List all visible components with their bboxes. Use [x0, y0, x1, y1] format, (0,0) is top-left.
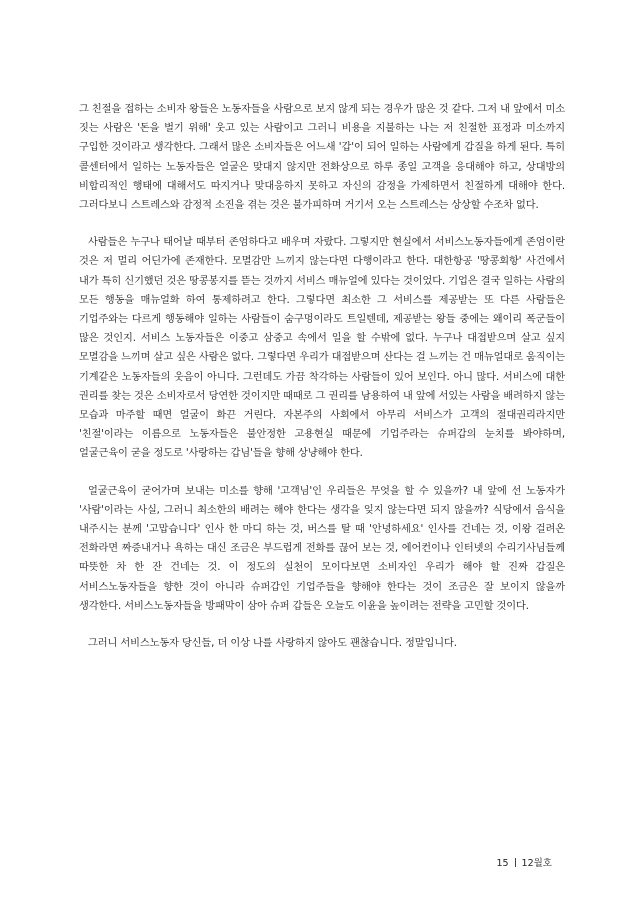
footer-separator	[515, 858, 516, 867]
paragraph-3: 얼굴근육이 굳어가며 보내는 미소를 향해 '고객님'인 우리들은 무엇을 할 수 있을까? 내 앞에 선 노동자가 '사람'이라는 사실, 그러니 최소한의 배려는 해야 한다는 생각을 잊지 않는다면 되지 않을까? 식당에서 음식을 내주시는 분께 '고맙습니다' 인사 한 마디 하는 것, 버스를 탈 때 '안녕하세요' 인사를 건네는 것, 이왕 걸려온 전화라면 짜증내거나 욕하는 대신 조금은 부드럽게 전화를 끊어 보는 것, 에어컨이나 인터넷의 수리기사님들께 따뜻한 차 한 잔 건네는 것. 이 정도의 실천이 모이다보면 소비자인 우리가 해야 할 진짜 갑질은 서비스노동자들을 향한 것이 아니라 슈퍼갑인 기업주들을 향해야 한다는 것이 조금은 잘 보이지 않을까 생각한다. 서비스노동자들을 방패막이 삼아 슈퍼 갑들은 오늘도 이윤을 높이려는 전략을 고민할 것이다.	[79, 485, 565, 612]
page-footer	[496, 855, 552, 869]
paragraph-2: 사람들은 누구나 태어날 때부터 존엄하다고 배우며 자랐다. 그렇지만 현실에서 서비스노동자들에게 존엄이란 것은 저 멀리 어딘가에 존재한다. 모멸감만 느끼지 않는다면 다행이라고 한다. 대한항공 '땅콩회항' 사건에서 내가 특히 신기했던 것은 땅콩봉지를 뜯는 것까지 서비스 매뉴얼에 있다는 것이었다. 기업은 결국 일하는 사람의 모든 행동을 매뉴얼화 하여 통제하려고 한다. 그렇다면 최소한 그 서비스를 제공받는 또 다른 사람들은 기업주와는 다르게 행동해야 일하는 사람들이 숨구멍이라도 트일텐데, 제공받는 왕들 중에는 왜이리 폭군들이 많은 것인지. 서비스 노동자들은 이중고 삼중고 속에서 일을 할 수밖에 없다. 누구나 대접받으며 살고 싶지 모멸감을 느끼며 살고 싶은 사람은 없다. 그렇다면 우리가 대접받으며 산다는 걸 느끼는 건 매뉴얼대로 움직이는 기계같은 노동자들의 웃음이 아니다. 그런데도 가끔 착각하는 사람들이 있어 보인다. 아니 많다. 서비스에 대한 권리를 찾는 것은 소비자로서 당연한 것이지만 때때로 그 권리를 남용하여 내 앞에 서있는 사람을 배려하지 않는 모습과 마주할 때면 얼굴이 화끈 거린다. 자본주의 사회에서 아무리 서비스가 고객의 절대권리라지만 '친절'이라는 이름으로 노동자들은 불안정한 고용현실 때문에 기업주라는 슈퍼갑의 눈치를 봐야하며, 얼굴근육이 굳을 정도로 '사랑하는 갑님'들을 향해 상냥해야 한다.	[79, 237, 565, 460]
paragraph-4: 그러니 서비스노동자 당신들, 더 이상 나를 사랑하지 않아도 괜찮습니다. 정말입니다.	[88, 638, 457, 650]
page-number: 15	[496, 858, 509, 869]
paragraph-1: 그 친절을 접하는 소비자 왕들은 노동자들을 사람으로 보지 않게 되는 경우가 많은 것 같다. 그저 내 앞에서 미소 짓는 사람은 '돈을 벌기 위해' 웃고 있는 사람이고 그러니 비용을 지불하는 나는 저 친절한 표정과 미소까지 구입한 것이라고 생각한다. 그래서 많은 소비자들은 어느새 '갑'이 되어 일하는 사람에게 갑질을 하게 된다. 특히 콜센터에서 일하는 노동자들은 얼굴은 맞대지 않지만 전화상으로 하루 종일 고객을 응대해야 하고, 상대방의 비합리적인 행태에 대해서도 따지거나 맞대응하지 못하고 자신의 감정을 가제하면서 친절하게 대해야 한다. 그러다보니 스트레스와 감정적 소진을 겪는 것은 불가피하며 거기서 오는 스트레스는 상상할 수조차 없다.	[79, 104, 565, 212]
issue-label: 12월호	[521, 858, 552, 869]
article-body	[79, 100, 565, 671]
